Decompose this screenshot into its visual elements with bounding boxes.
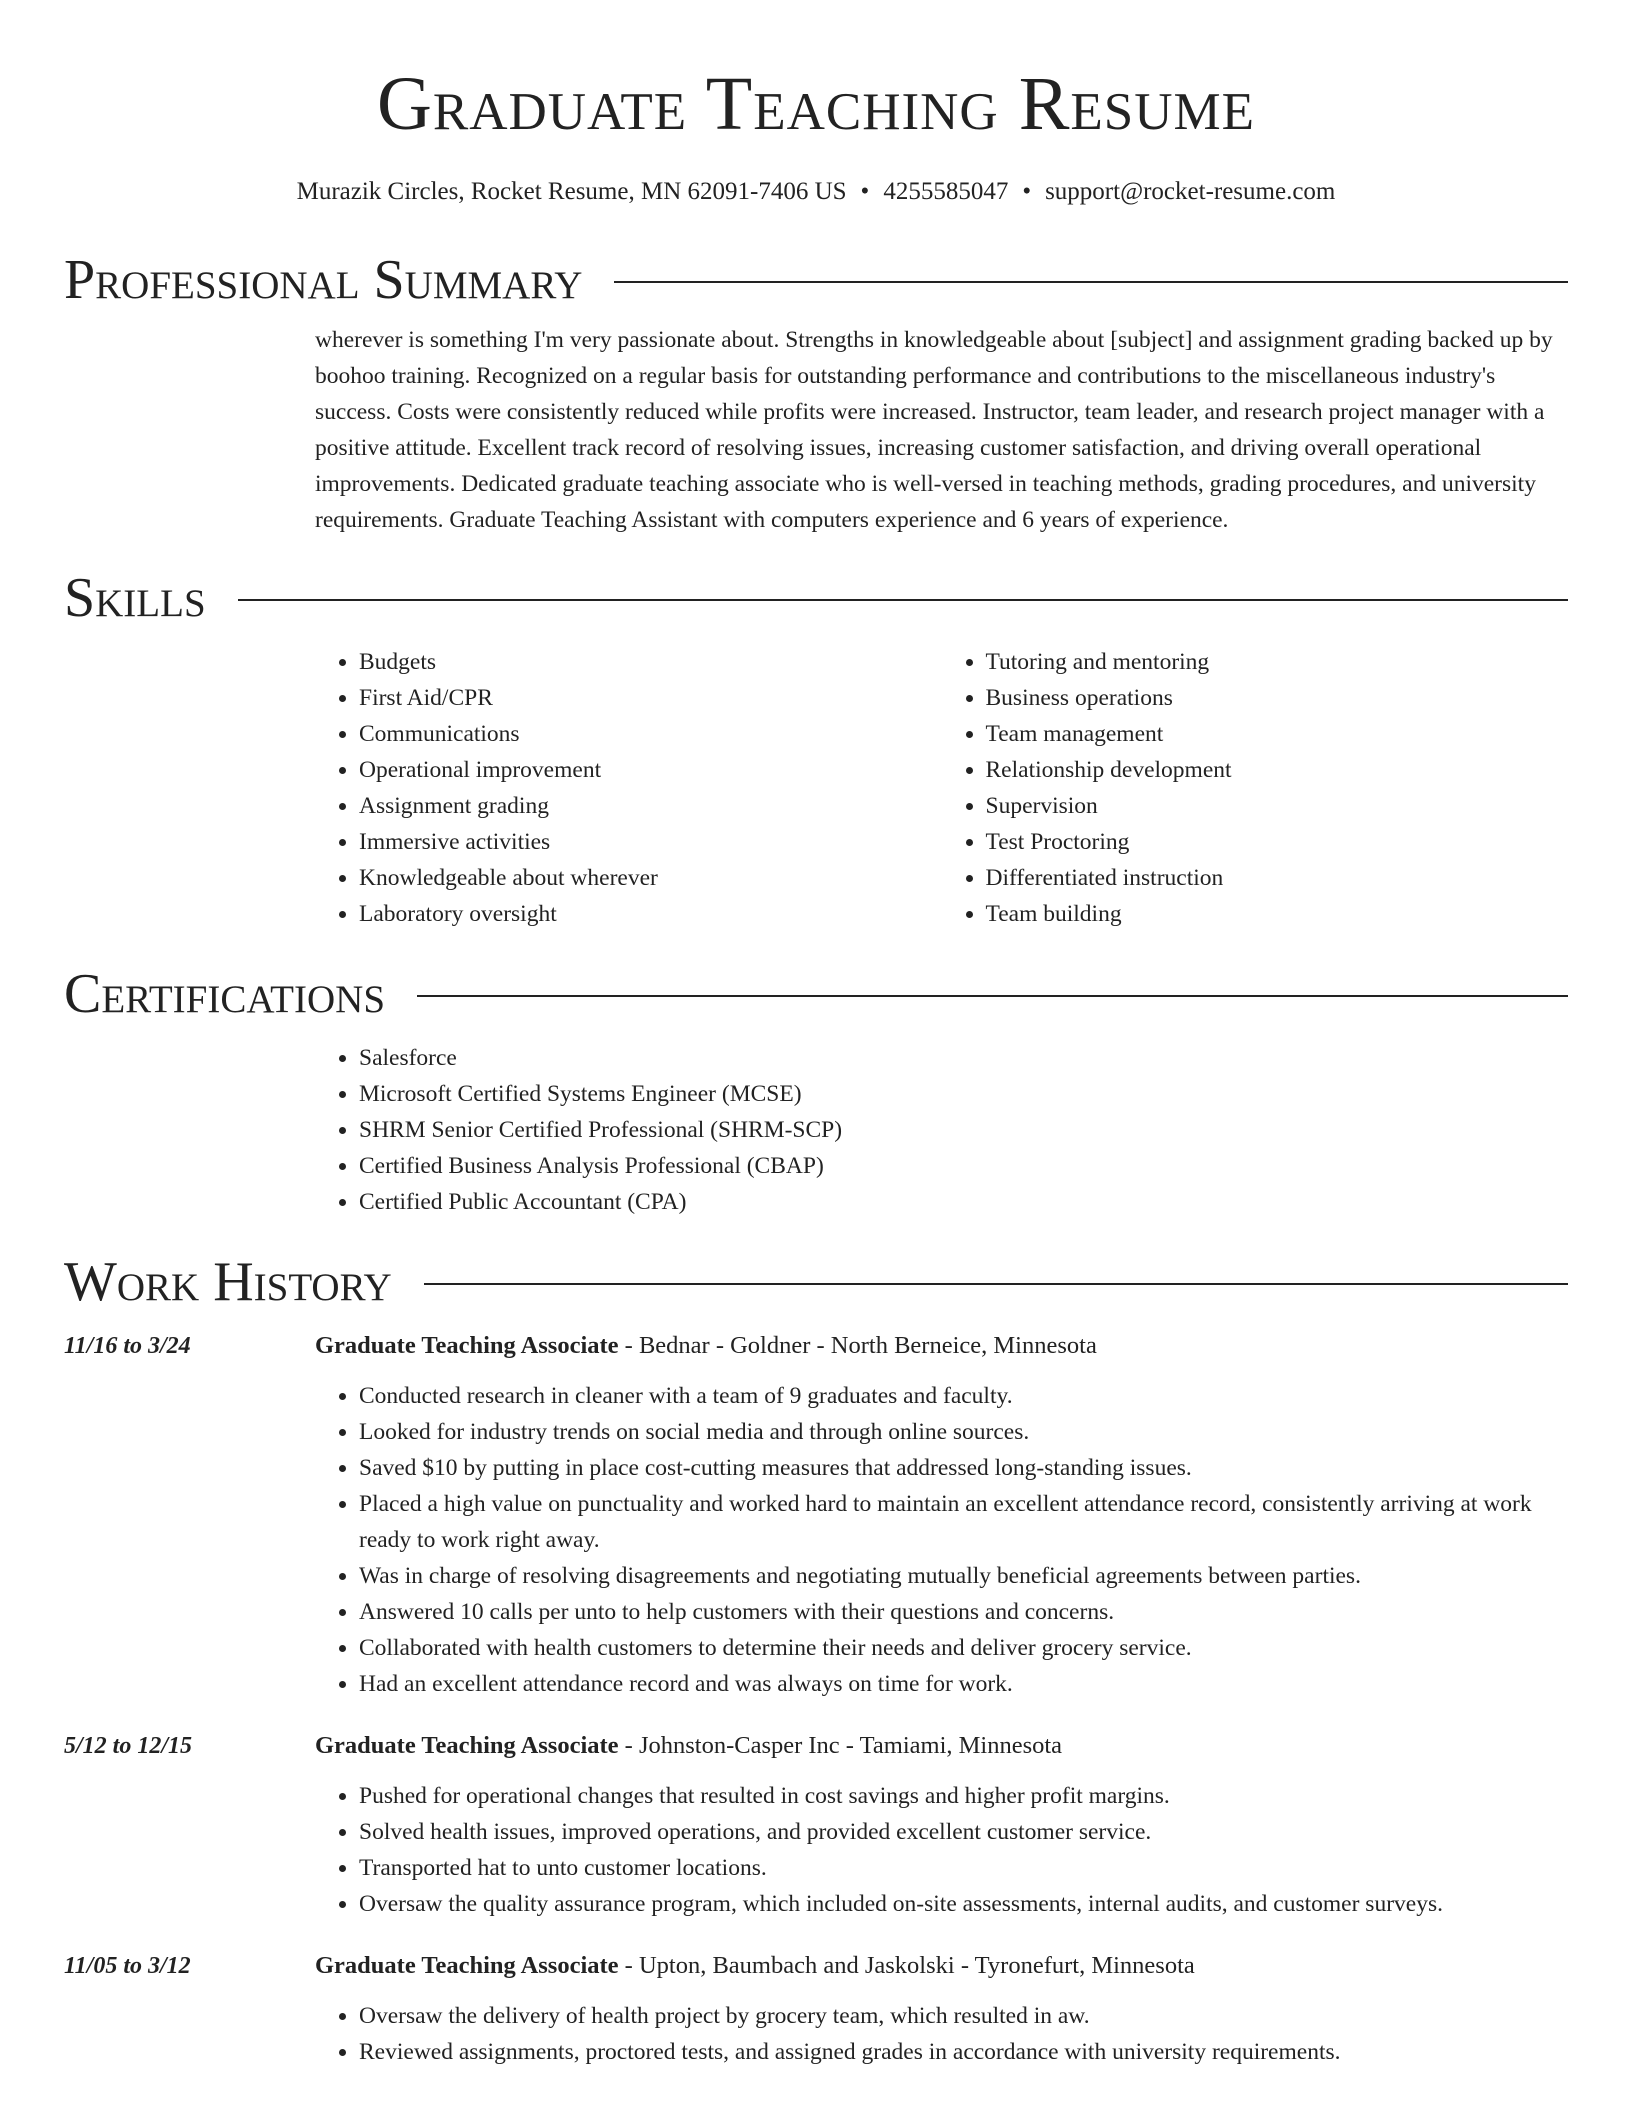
skill-item: • Laboratory oversight — [359, 896, 942, 932]
job-body — [315, 1728, 1568, 1922]
job-entry — [64, 1328, 1568, 1702]
certifications-heading: Certifications — [64, 963, 386, 1025]
section-divider — [238, 599, 1568, 601]
job-bullets — [315, 1778, 1568, 1922]
job-role: Graduate Teaching Associate — [315, 1732, 619, 1759]
job-heading — [315, 1328, 1568, 1364]
job-body — [315, 1948, 1568, 2070]
job-dates: 5/12 to 12/15 — [64, 1733, 193, 1759]
job-bullet: • Placed a high value on punctuality and worked hard to maintain an excellent attendance record, consistently arriving at work ready to work right away. — [359, 1486, 1568, 1558]
certifications-section-header — [64, 962, 1568, 1026]
skill-item: • First Aid/CPR — [359, 680, 942, 716]
contact-separator: • — [860, 178, 870, 205]
contact-address: Murazik Circles, Rocket Resume, MN 62091-7406 US — [296, 178, 847, 205]
contact-separator: • — [1022, 178, 1032, 205]
job-dates: 11/05 to 3/12 — [64, 1953, 191, 1979]
summary-heading: Professional Summary — [64, 249, 583, 311]
certification-item: • Certified Business Analysis Professional (CBAP) — [359, 1148, 1568, 1184]
work-heading: Work History — [64, 1251, 392, 1313]
skills-columns — [315, 644, 1568, 932]
skills-heading: Skills — [64, 567, 206, 629]
contact-line — [64, 176, 1568, 208]
certification-item: • Microsoft Certified Systems Engineer (MCSE) — [359, 1076, 1568, 1112]
skill-item: • Team building — [986, 896, 1569, 932]
job-bullet: • Reviewed assignments, proctored tests, and assigned grades in accordance with university requirements. — [359, 2034, 1568, 2070]
skill-item: • Supervision — [986, 788, 1569, 824]
job-bullet: • Was in charge of resolving disagreements and negotiating mutually beneficial agreements between parties. — [359, 1558, 1568, 1594]
skill-item: • Relationship development — [986, 752, 1569, 788]
job-heading — [315, 1728, 1568, 1764]
job-heading — [315, 1948, 1568, 1984]
job-bullet: • Transported hat to unto customer locations. — [359, 1850, 1568, 1886]
skill-item: • Operational improvement — [359, 752, 942, 788]
certifications-list — [315, 1040, 1568, 1220]
contact-phone: 4255585047 — [883, 178, 1009, 205]
skill-item: • Business operations — [986, 680, 1569, 716]
job-entry — [64, 1728, 1568, 1922]
job-bullet: • Solved health issues, improved operations, and provided excellent customer service. — [359, 1814, 1568, 1850]
job-bullet: • Oversaw the quality assurance program, which included on-site assessments, internal audits, and customer surveys. — [359, 1886, 1568, 1922]
job-body — [315, 1328, 1568, 1702]
job-bullet: • Looked for industry trends on social media and through online sources. — [359, 1414, 1568, 1450]
skill-item: • Budgets — [359, 644, 942, 680]
job-bullet: • Oversaw the delivery of health project by grocery team, which resulted in aw. — [359, 1998, 1568, 2034]
job-bullet: • Collaborated with health customers to determine their needs and deliver grocery service. — [359, 1630, 1568, 1666]
certification-item: • Salesforce — [359, 1040, 1568, 1076]
job-details: - Upton, Baumbach and Jaskolski - Tyronefurt, Minnesota — [618, 1952, 1195, 1979]
skill-item: • Immersive activities — [359, 824, 942, 860]
certifications-block — [315, 1040, 1568, 1220]
work-section-header — [64, 1250, 1568, 1314]
job-bullet: • Pushed for operational changes that resulted in cost savings and higher profit margins. — [359, 1778, 1568, 1814]
summary-section-header — [64, 248, 1568, 312]
skills-list-left — [315, 644, 942, 932]
section-divider — [614, 281, 1568, 283]
skill-item: • Assignment grading — [359, 788, 942, 824]
job-bullet: • Conducted research in cleaner with a team of 9 graduates and faculty. — [359, 1378, 1568, 1414]
job-bullets — [315, 1998, 1568, 2070]
job-role: Graduate Teaching Associate — [315, 1332, 619, 1359]
skills-section-header — [64, 566, 1568, 630]
job-dates: 11/16 to 3/24 — [64, 1333, 191, 1359]
section-divider — [417, 995, 1568, 997]
job-details: - Johnston-Casper Inc - Tamiami, Minnesota — [618, 1732, 1063, 1759]
job-bullet: • Saved $10 by putting in place cost-cutting measures that addressed long-standing issues. — [359, 1450, 1568, 1486]
skills-list-right — [942, 644, 1569, 932]
skill-item: • Differentiated instruction — [986, 860, 1569, 896]
job-entry — [64, 1948, 1568, 2070]
section-divider — [424, 1283, 1568, 1285]
certification-item: • Certified Public Accountant (CPA) — [359, 1184, 1568, 1220]
skill-item: • Communications — [359, 716, 942, 752]
job-bullets — [315, 1378, 1568, 1702]
certification-item: • SHRM Senior Certified Professional (SHRM-SCP) — [359, 1112, 1568, 1148]
resume-title: Graduate Teaching Resume — [376, 62, 1256, 146]
summary-text: wherever is something I'm very passionate about. Strengths in knowledgeable about [subject] and assignment grading backed up by boohoo training. Recognized on a regular basis for outstanding performance and contributions to the miscellaneous industry's success. Costs were consistently reduced while profits were increased. Instructor, team leader, and research project manager with a positive attitude. Excellent track record of resolving issues, increasing customer satisfaction, and driving overall operational improvements. Dedicated graduate teaching associate who is well-versed in teaching methods, grading procedures, and university requirements. Graduate Teaching Assistant with computers experience and 6 years of experience. — [315, 327, 1553, 533]
job-role: Graduate Teaching Associate — [315, 1952, 619, 1979]
skill-item: • Team management — [986, 716, 1569, 752]
contact-email: support@rocket-resume.com — [1045, 178, 1336, 205]
skill-item: • Knowledgeable about wherever — [359, 860, 942, 896]
job-bullet: • Had an excellent attendance record and was always on time for work. — [359, 1666, 1568, 1702]
job-bullet: • Answered 10 calls per unto to help customers with their questions and concerns. — [359, 1594, 1568, 1630]
skill-item: • Tutoring and mentoring — [986, 644, 1569, 680]
skill-item: • Test Proctoring — [986, 824, 1569, 860]
job-details: - Bednar - Goldner - North Berneice, Minnesota — [618, 1332, 1097, 1359]
